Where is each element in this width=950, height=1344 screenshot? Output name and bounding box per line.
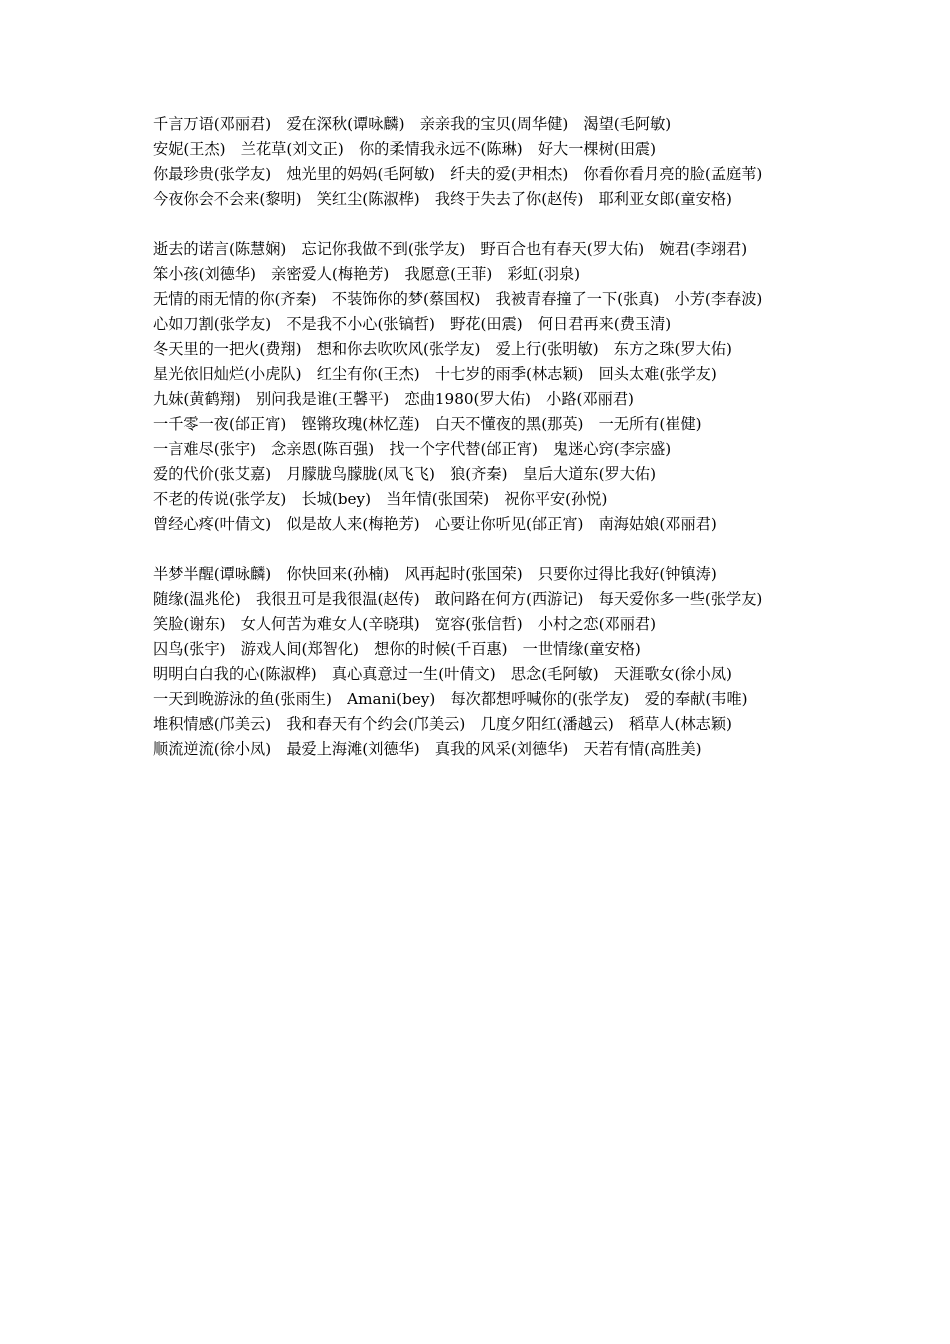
song-line: 爱的代价(张艾嘉) 月朦胧鸟朦胧(凤飞飞) 狼(齐秦) 皇后大道东(罗大佑) (153, 465, 657, 483)
song-line: 明明白白我的心(陈淑桦) 真心真意过一生(叶倩文) 思念(毛阿敏) 天涯歌女(徐小凤) (153, 665, 732, 683)
song-list-page (145, 112, 807, 762)
song-line: 冬天里的一把火(费翔) 想和你去吹吹风(张学友) 爱上行(张明敏) 东方之珠(罗大佑) (153, 340, 732, 358)
song-line: 一言难尽(张宇) 念亲恩(陈百强) 找一个字代替(邰正宵) 鬼迷心窍(李宗盛) (153, 440, 672, 458)
song-line: 囚鸟(张宇) 游戏人间(郑智化) 想你的时候(千百惠) 一世情缘(童安格) (153, 640, 641, 658)
song-line: 不老的传说(张学友) 长城(bey) 当年情(张国荣) 祝你平安(孙悦) (153, 490, 608, 508)
song-line: 曾经心疼(叶倩文) 似是故人来(梅艳芳) 心要让你听见(邰正宵) 南海姑娘(邓丽君) (153, 515, 717, 533)
song-line: 半梦半醒(谭咏麟) 你快回来(孙楠) 风再起时(张国荣) 只要你过得比我好(钟镇涛) (153, 565, 717, 583)
song-line: 千言万语(邓丽君) 爱在深秋(谭咏麟) 亲亲我的宝贝(周华健) 渴望(毛阿敏) (153, 115, 672, 133)
song-line: 安妮(王杰) 兰花草(刘文正) 你的柔情我永远不(陈琳) 好大一棵树(田震) (153, 140, 657, 158)
blank-line (145, 537, 807, 562)
song-line: 随缘(温兆伦) 我很丑可是我很温(赵传) 敢问路在何方(西游记) 每天爱你多一些(张学友) (153, 590, 763, 608)
song-line: 堆积情感(邝美云) 我和春天有个约会(邝美云) 几度夕阳红(潘越云) 稻草人(林志颖) (153, 715, 732, 733)
song-line: 笑脸(谢东) 女人何苦为难女人(辛晓琪) 宽容(张信哲) 小村之恋(邓丽君) (153, 615, 657, 633)
song-line: 今夜你会不会来(黎明) 笑红尘(陈淑桦) 我终于失去了你(赵传) 耶利亚女郎(童安格) (153, 190, 732, 208)
song-line: 星光依旧灿烂(小虎队) 红尘有你(王杰) 十七岁的雨季(林志颖) 回头太难(张学友) (153, 365, 717, 383)
song-line: 九妹(黄鹤翔) 别问我是谁(王馨平) 恋曲1980(罗大佑) 小路(邓丽君) (153, 390, 634, 408)
song-line: 一千零一夜(邰正宵) 铿锵玫瑰(林忆莲) 白天不懂夜的黑(那英) 一无所有(崔健) (153, 415, 702, 433)
song-line: 笨小孩(刘德华) 亲密爱人(梅艳芳) 我愿意(王菲) 彩虹(羽泉) (153, 265, 581, 283)
song-line: 逝去的诺言(陈慧娴) 忘记你我做不到(张学友) 野百合也有春天(罗大佑) 婉君(李翊君) (153, 240, 748, 258)
song-line: 顺流逆流(徐小凤) 最爱上海滩(刘德华) 真我的风采(刘德华) 天若有情(高胜美) (153, 740, 702, 758)
song-line: 一天到晚游泳的鱼(张雨生) Amani(bey) 每次都想呼喊你的(张学友) 爱的奉献(韦唯) (153, 690, 748, 708)
song-line: 你最珍贵(张学友) 烛光里的妈妈(毛阿敏) 纤夫的爱(尹相杰) 你看你看月亮的脸(孟庭苇) (153, 165, 763, 183)
song-line: 无情的雨无情的你(齐秦) 不装饰你的梦(蔡国权) 我被青春撞了一下(张真) 小芳(李春波) (153, 290, 763, 308)
song-line: 心如刀割(张学友) 不是我不小心(张镐哲) 野花(田震) 何日君再来(费玉清) (153, 315, 672, 333)
blank-line (145, 212, 807, 237)
